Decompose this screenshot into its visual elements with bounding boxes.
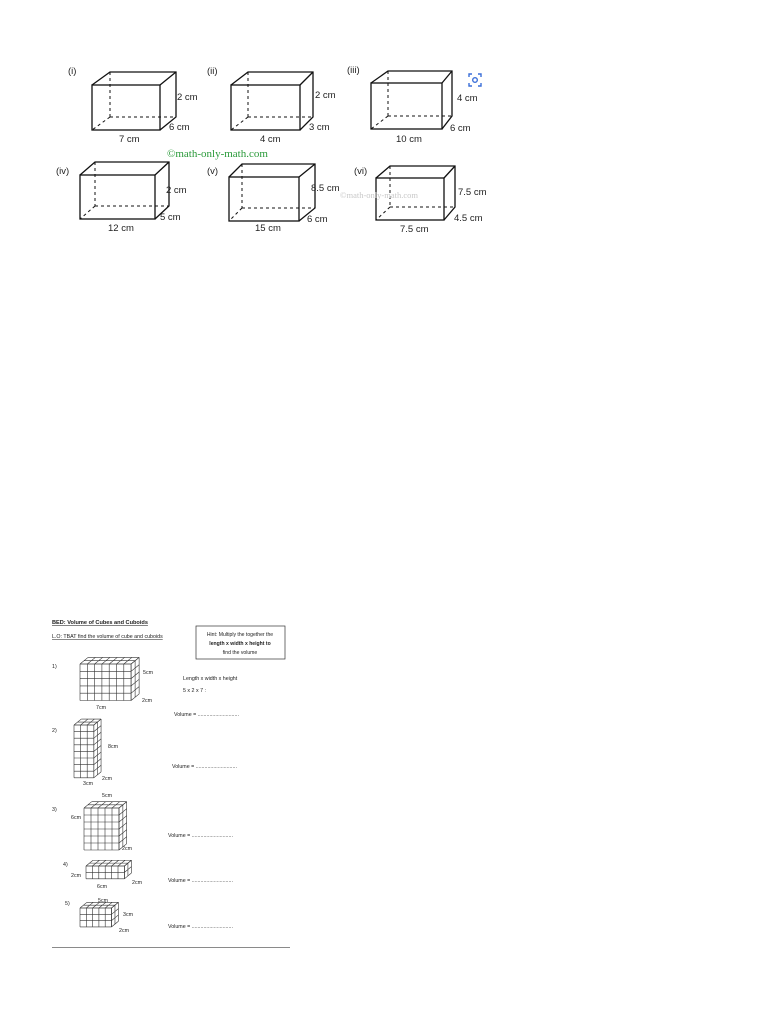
cube-grid bbox=[84, 802, 127, 850]
worked-example: 5 x 2 x 7 : bbox=[183, 688, 206, 694]
volume-answer-line: Volume = ............................ bbox=[168, 924, 233, 930]
question-label: 7cm bbox=[96, 705, 107, 711]
cube-grid bbox=[86, 860, 131, 879]
question-label: 2cm bbox=[132, 880, 143, 886]
cuboids-figure bbox=[50, 60, 500, 245]
watermark-faint: ©math-only-math.com bbox=[340, 190, 418, 200]
question-number: 3) bbox=[52, 807, 57, 813]
question-label: 6cm bbox=[97, 884, 108, 890]
volume-answer-line: Volume = ............................ bbox=[168, 878, 233, 884]
question-label: 2cm bbox=[102, 776, 113, 782]
label-width-v: 6 cm bbox=[307, 214, 328, 225]
cuboid-iv bbox=[80, 162, 169, 219]
question-label: 8cm bbox=[108, 744, 119, 750]
question-label: 3cm bbox=[83, 781, 94, 787]
label-roman-v: (v) bbox=[207, 166, 219, 177]
label-height-vi: 7.5 cm bbox=[458, 187, 487, 198]
label-height-iii: 4 cm bbox=[457, 93, 478, 104]
label-height-iv: 2 cm bbox=[166, 185, 187, 196]
question-label: 3cm bbox=[123, 912, 134, 918]
question-number: 1) bbox=[52, 664, 57, 670]
watermark: ©math-only-math.com bbox=[167, 148, 268, 160]
label-height-ii: 2 cm bbox=[315, 90, 336, 101]
label-width-i: 6 cm bbox=[169, 122, 190, 133]
cuboid-ii bbox=[231, 72, 313, 130]
question-label: 5cm bbox=[143, 670, 154, 676]
label-width-iv: 5 cm bbox=[160, 212, 181, 223]
label-length-vi: 7.5 cm bbox=[400, 224, 429, 235]
volume-answer-line: Volume = ............................ bbox=[174, 712, 239, 718]
hint-line-2: length x width x height to bbox=[209, 641, 271, 647]
question-label: 2cm bbox=[119, 928, 130, 934]
cube-grid bbox=[74, 719, 101, 778]
label-length-ii: 4 cm bbox=[260, 134, 281, 145]
volume-answer-line: Volume = ............................ bbox=[172, 764, 237, 770]
question-label: 2cm bbox=[142, 698, 153, 704]
label-roman-iv: (iv) bbox=[56, 166, 70, 177]
worksheet bbox=[50, 612, 290, 952]
cuboid-v bbox=[229, 164, 315, 221]
lens-search-icon bbox=[468, 73, 482, 87]
label-length-iii: 10 cm bbox=[396, 134, 422, 145]
label-width-ii: 3 cm bbox=[309, 122, 330, 133]
worksheet-diagram bbox=[50, 612, 290, 952]
cuboids-diagram bbox=[50, 60, 500, 245]
label-roman-ii: (ii) bbox=[207, 66, 218, 77]
hint-line-3: find the volume bbox=[222, 650, 258, 656]
label-roman-iii: (iii) bbox=[347, 65, 360, 76]
label-length-iv: 12 cm bbox=[108, 223, 134, 234]
question-number: 5) bbox=[65, 901, 70, 907]
question-label: 2cm bbox=[122, 846, 133, 852]
cuboid-iii bbox=[371, 71, 452, 129]
worksheet-divider bbox=[52, 947, 290, 948]
worksheet-objective: L.O: TBAT find the volume of cube and cuboids bbox=[52, 634, 163, 640]
worksheet-title: BED: Volume of Cubes and Cuboids bbox=[52, 620, 148, 626]
label-height-i: 2 cm bbox=[177, 92, 198, 103]
cube-grid bbox=[80, 902, 118, 927]
question-label: 5cm bbox=[102, 793, 113, 799]
label-roman-vi: (vi) bbox=[354, 166, 368, 177]
question-number: 2) bbox=[52, 728, 57, 734]
question-label: 5cm bbox=[98, 898, 109, 904]
label-length-v: 15 cm bbox=[255, 223, 281, 234]
lens-search-button[interactable] bbox=[466, 71, 484, 89]
cube-grid bbox=[80, 657, 139, 700]
cuboid-i bbox=[92, 72, 176, 130]
label-height-v: 8.5 cm bbox=[311, 183, 340, 194]
hint-line-1: Hint: Multiply the together the bbox=[206, 632, 274, 638]
label-width-iii: 6 cm bbox=[450, 123, 471, 134]
label-roman-i: (i) bbox=[68, 66, 77, 77]
volume-answer-line: Volume = ............................ bbox=[168, 833, 233, 839]
label-length-i: 7 cm bbox=[119, 134, 140, 145]
question-label: 2cm bbox=[71, 873, 82, 879]
label-width-vi: 4.5 cm bbox=[454, 213, 483, 224]
question-label: 6cm bbox=[71, 815, 82, 821]
formula-text: Length x width x height bbox=[183, 676, 238, 682]
question-number: 4) bbox=[63, 862, 68, 868]
